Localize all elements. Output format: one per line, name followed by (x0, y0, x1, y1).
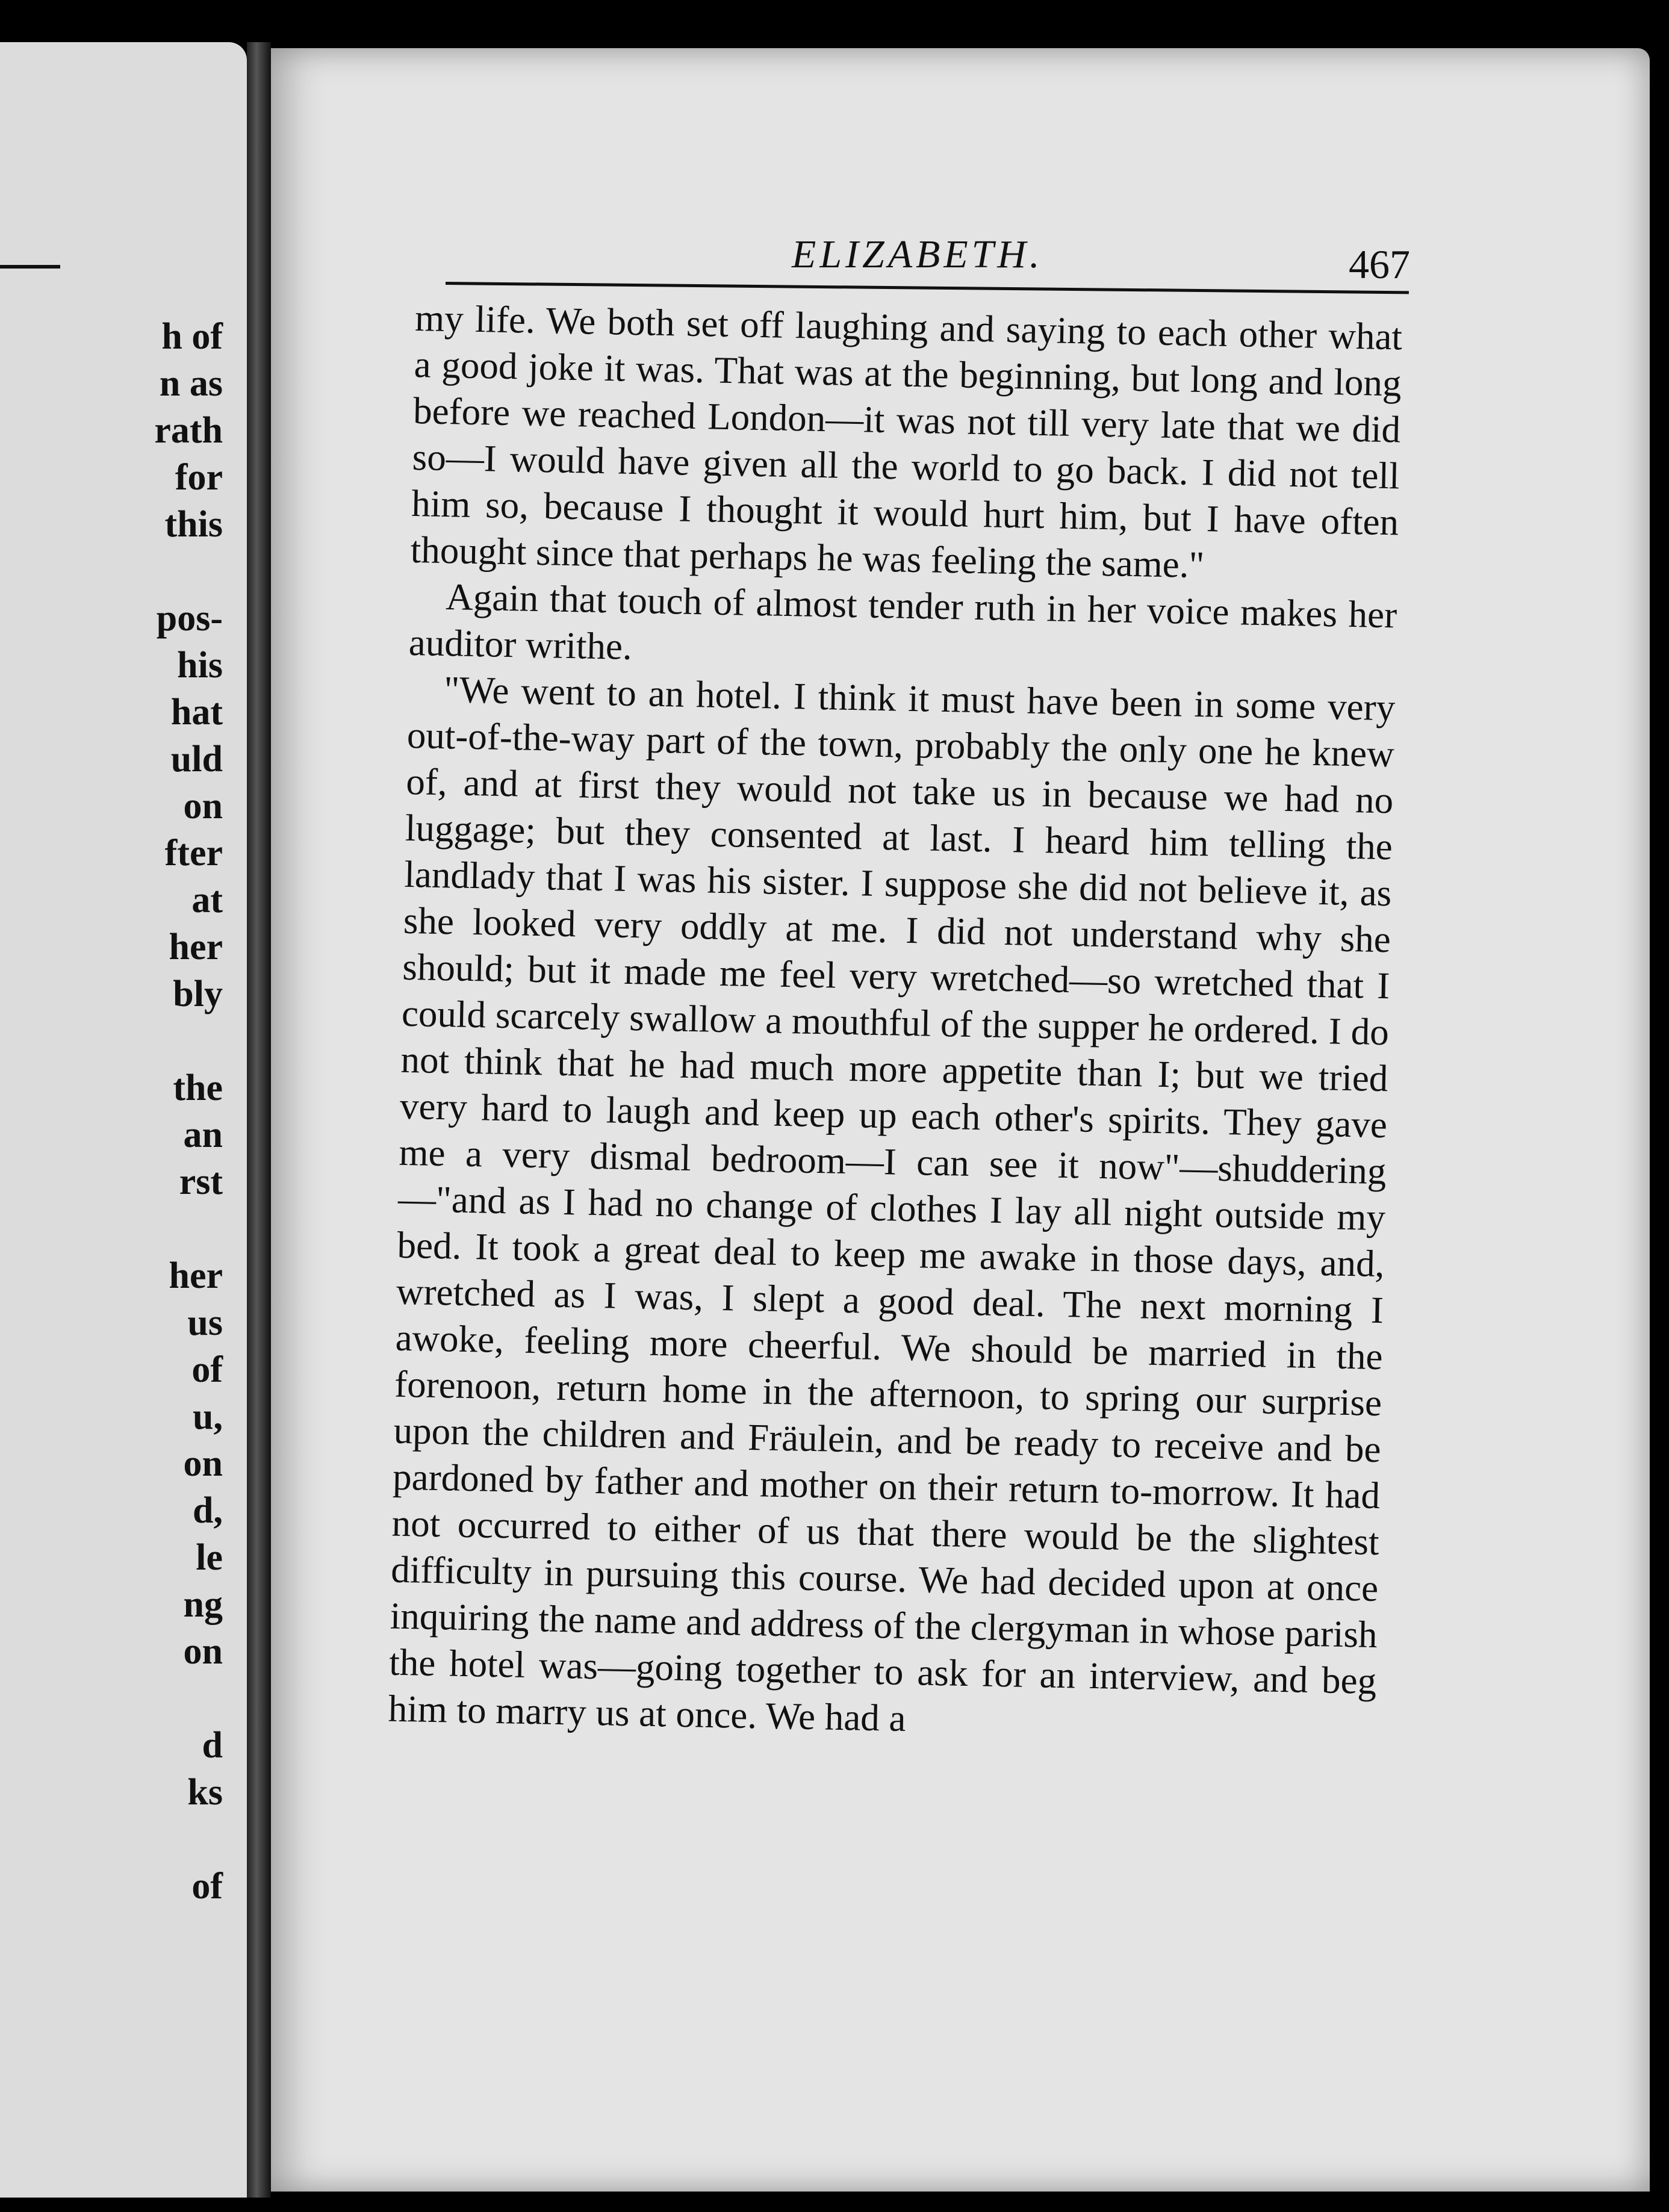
left-fragment-line: uld (170, 739, 223, 780)
left-fragment-line: h of (161, 316, 223, 357)
left-fragment-line: the (173, 1067, 223, 1108)
book-gutter (247, 42, 271, 2198)
body-text (388, 295, 1403, 1751)
paragraph: Again that touch of almost tender ruth in her voice makes her auditor writhe. (408, 576, 1397, 668)
left-fragment-line: his (177, 645, 223, 686)
left-fragment-line: at (191, 880, 223, 921)
left-fragment-line: of (191, 1349, 223, 1390)
left-fragment-line: for (175, 457, 223, 498)
left-fragment-line: u, (193, 1396, 223, 1437)
left-fragment-line: us (187, 1302, 223, 1343)
left-fragment-line: of (191, 1866, 223, 1907)
left-fragment-line: pos- (156, 598, 223, 639)
left-fragment-line: an (183, 1114, 223, 1155)
left-page-text (154, 313, 223, 1910)
left-fragment-line (154, 548, 223, 595)
left-page-rule (0, 265, 60, 269)
left-fragment-line: n as (159, 363, 223, 404)
left-fragment-line (154, 1675, 223, 1722)
left-fragment-line: on (183, 1443, 223, 1484)
left-fragment-line (154, 1017, 223, 1064)
left-fragment-line (154, 1816, 223, 1863)
left-fragment-line: d, (193, 1490, 223, 1531)
left-fragment-line: bly (173, 974, 223, 1014)
left-fragment-line: on (183, 786, 223, 827)
paragraph: "We went to an hotel. I think it must have been in some very out-of-the-way part of the town, probably the only one he knew of, and at first they would not take us in because we had no luggage; but they consented at last. I heard him telling the landlady that I was his sister. I suppose she did not believe it, as she looked very oddly at me. I did not understand why she should; but it made me feel very wretched—so wretched that I could scarcely swallow a mouthful of the supper he ordered. I do not think that he had much more appetite than I; but we tried very hard to laugh and keep up each other's spirits. They gave me a very dismal bedroom—I can see it now"—shuddering—"and as I had no change of clothes I lay all night outside my bed. It took a great deal to keep me awake in those days, and, wretched as I was, I slept a good deal. The next morning I awoke, feeling more cheerful. We should be married in the forenoon, return home in the afternoon, to spring our surprise upon the children and Fräulein, and be ready to receive and be pardoned by father and mother on their return to-morrow. It had not occurred to either of us that there would be the slightest difficulty in pursuing this course. We had decided upon at once inquiring the name and address of the clergyman in whose parish the hotel was—going together to ask for an interview, and beg him to marry us at once. We had a (388, 668, 1396, 1740)
left-fragment-line: rath (154, 410, 223, 451)
paragraph: my life. We both set off laughing and saying to each other what a good joke it was. That was at the beginning, but long and long before we reached London—it was not till very late that we did so—I would have given all the world to go back. I did not tell him so, because I thought it would hurt him, but I have often thought since that perhaps he was feeling the same." (410, 296, 1403, 586)
left-fragment-line: d (202, 1725, 223, 1766)
left-fragment-line: on (183, 1631, 223, 1672)
left-fragment-line: ks (187, 1772, 223, 1813)
left-fragment-line: her (169, 1255, 223, 1296)
left-fragment-line: fter (164, 833, 223, 874)
page-number: 467 (1349, 241, 1410, 287)
left-fragment-line: rst (179, 1161, 223, 1202)
left-fragment-line (154, 1205, 223, 1252)
left-fragment-line: ng (183, 1584, 223, 1625)
left-fragment-line: this (164, 504, 223, 545)
running-head: ELIZABETH. (792, 232, 1043, 276)
left-page-fragment (0, 42, 247, 2198)
left-fragment-line: le (196, 1537, 223, 1578)
left-fragment-line: her (169, 927, 223, 968)
left-fragment-line: hat (170, 692, 223, 733)
